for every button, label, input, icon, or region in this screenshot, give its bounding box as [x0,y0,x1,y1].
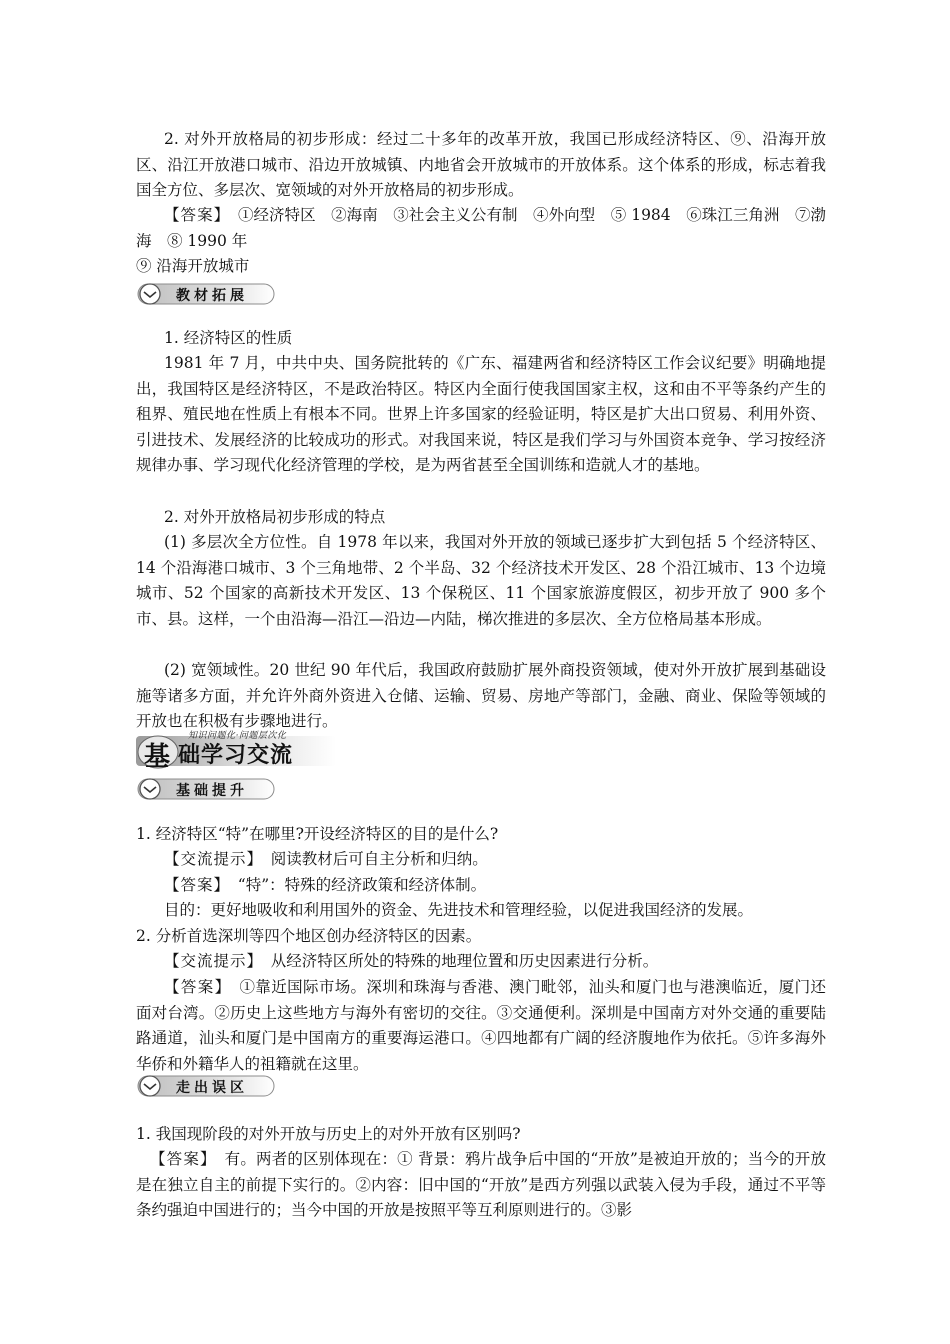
paragraph-open-pattern: 2. 对外开放格局的初步形成：经过二十多年的改革开放，我国已形成经济特区、⑨、沿海开放区、沿江开放港口城市、沿边开放城镇、内地省会开放城市的开放体系。这个体系的形成，标志着我国全方位、多层次、宽领域的对外开放格局的初步形成。 [136,130,826,199]
q1-hint-line [136,847,826,873]
big-header-title: 础学习交流 [178,743,294,768]
hint-text: 从经济特区所处的特殊的地理位置和历史因素进行分析。 [270,952,659,970]
big-header-subtitle: 知识问题化·问题层次化 [188,731,287,741]
answer-line [136,203,826,254]
question-1: 1. 经济特区“特”在哪里?开设经济特区的目的是什么? [136,825,499,843]
section-label: 基础提升 [176,783,248,799]
hint-text: 阅读教材后可自主分析和归纳。 [270,850,488,868]
question-2: 2. 分析首选深圳等四个地区创办经济特区的因素。 [136,927,482,945]
hint-tag: 【交流提示】 [164,850,256,868]
section-bar-basic-improvement [136,776,276,802]
answer-text: “特”：特殊的经济政策和经济体制。 [237,876,487,894]
paragraph-wide-field: (2) 宽领域性。20 世纪 90 年代后，我国政府鼓励扩展外商投资领域，使对外开放扩展到基础设施等诸多方面，并允许外商外资进入仓储、运输、贸易、房地产等部门，金融、商业、保险等领域的开放也在积极有步骤地进行。 [136,661,826,730]
answer-tag: 【答案】 [164,206,223,224]
big-header-first-char: 基 [144,742,171,772]
q1-answer-purpose: 目的：更好地吸收和利用国外的资金、先进技术和管理经验，以促进我国经济的发展。 [164,901,754,919]
section-bar-textbook-extension [136,281,276,307]
section-label: 走出误区 [176,1080,248,1096]
hint-tag: 【交流提示】 [164,952,256,970]
q2-answer [136,975,826,1077]
question-misconception: 1. 我国现阶段的对外开放与历史上的对外开放有区别吗? [136,1125,521,1143]
paragraph-sez-nature: 1981 年 7 月，中共中央、国务院批转的《广东、福建两省和经济特区工作会议纪要》明确地提出，我国特区是经济特区，不是政治特区。特区内全面行使我国国家主权，这和由不平等条约产生的租界、殖民地在性质上有根本不同。世界上许多国家的经验证明，特区是扩大出口贸易、利用外资、引进技术、发展经济的比较成功的形式。对我国来说，特区是我们学习与外国资本竞争、学习按经济规律办事、学习现代化经济管理的学校，是为两省甚至全国训练和造就人才的基地。 [136,354,826,474]
answer-tag: 【答案】 [164,876,223,894]
heading-1: 1. 经济特区的性质 [164,329,293,347]
section-label: 教材拓展 [176,288,248,304]
answer-tag: 【答案】 [164,978,224,996]
answer-last-line: ⑨ 沿海开放城市 [136,257,250,275]
answer-text: ①靠近国际市场。深圳和珠海与香港、澳门毗邻，汕头和厦门也与港澳临近，厦门还面对台湾。②历史上这些地方与海外有密切的交往。③交通便利。深圳是中国南方对外交通的重要陆路通道，汕头和厦门是中国南方的重要海运港口。④四地都有广阔的经济腹地作为依托。⑤许多海外华侨和外籍华人的祖籍就在这里。 [136,978,826,1073]
section-bar-misconceptions [136,1073,276,1099]
heading-2: 2. 对外开放格局初步形成的特点 [164,508,386,526]
answer-tag: 【答案】 [150,1150,209,1168]
paragraph-multi-level: (1) 多层次全方位性。自 1978 年以来，我国对外开放的领域已逐步扩大到包括 5 个经济特区、14 个沿海港口城市、3 个三角地带、2 个半岛、32 个经济技术开发区、28 个沿江城市、13 个边境城市、52 个国家的高新技术开发区、13 个保税区、11 个国家旅游度假区，初步开放了 900 多个市、县。这样，一个由沿海—沿江—沿边—内陆，梯次推进的多层次、全方位格局基本形成。 [136,533,826,628]
answer-text: 有。两者的区别体现在：① 背景：鸦片战争后中国的“开放”是被迫开放的；当今的开放是在独立自主的前提下实行的。②内容：旧中国的“开放”是西方列强以武装入侵为手段，通过不平等条约强迫中国进行的；当今中国的开放是按照平等互利原则进行的。③影 [136,1150,826,1219]
q1-answer-line [136,873,826,899]
big-section-header [136,730,356,770]
answer-text: ①经济特区 ②海南 ③社会主义公有制 ④外向型 ⑤ 1984 ⑥珠江三角洲 ⑦渤海 ⑧ 1990 年 [136,206,826,250]
q2-hint-line [136,949,826,975]
misconception-answer [136,1147,826,1224]
